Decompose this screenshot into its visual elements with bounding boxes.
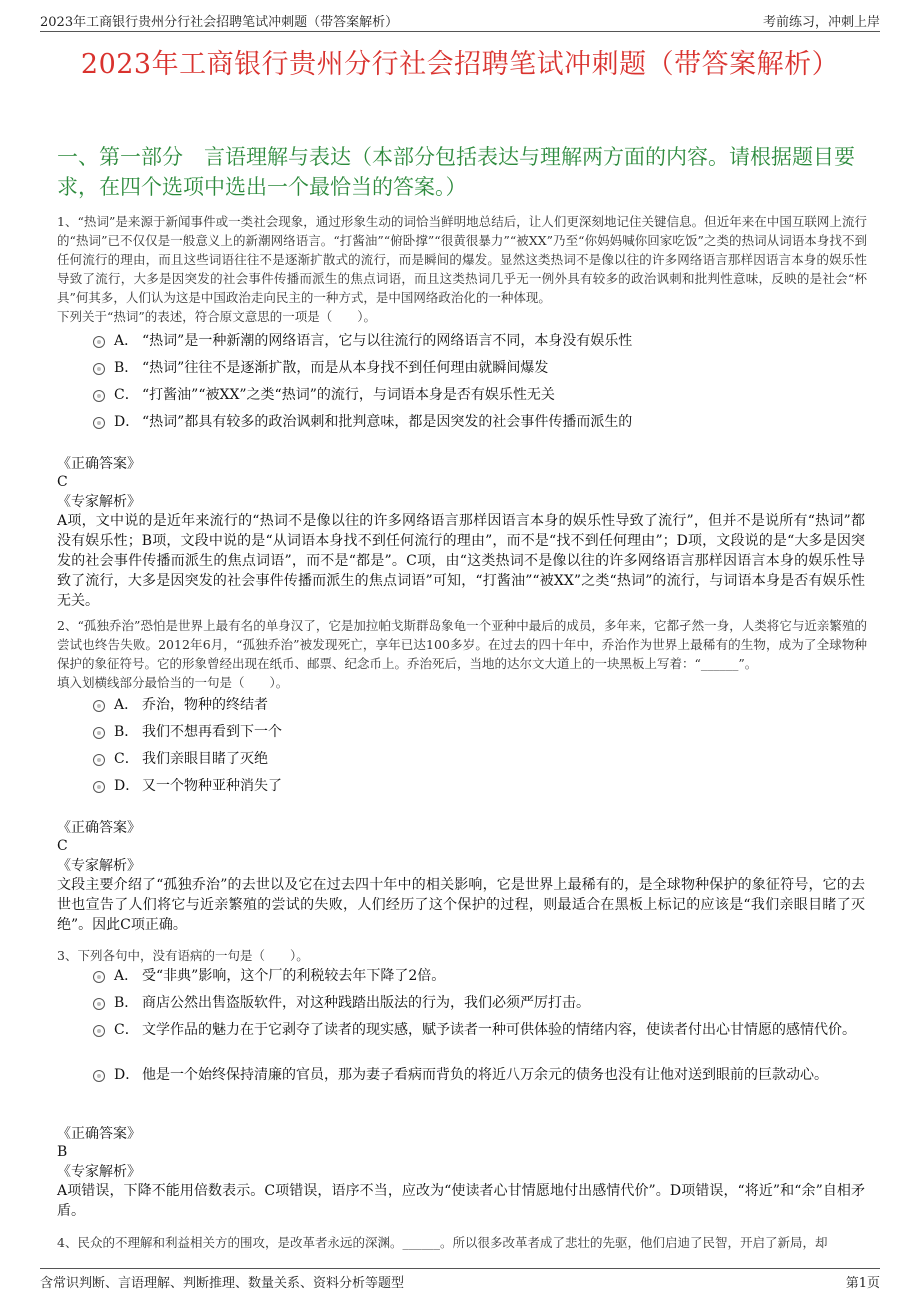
radio-button-icon[interactable]	[93, 1025, 105, 1037]
option-text: “打酱油”“被XX”之类“热词”的流行，与词语本身是否有娱乐性无关	[142, 387, 555, 403]
option-letter: A．	[114, 968, 139, 984]
question-2-option-d[interactable]	[93, 774, 863, 798]
radio-button-icon[interactable]	[93, 363, 105, 375]
page-title: 2023年工商银行贵州分行社会招聘笔试冲刺题（带答案解析）	[80, 49, 840, 80]
option-text: 乔治，物种的终结者	[142, 697, 268, 713]
option-text: 受“非典”影响，这个厂的利税较去年下降了2倍。	[142, 968, 446, 984]
question-4-stem	[57, 1233, 867, 1252]
option-letter: B．	[114, 724, 139, 740]
question-1-stem	[57, 212, 867, 326]
option-letter: A．	[114, 333, 139, 349]
page-header	[40, 0, 880, 32]
option-letter: B．	[114, 360, 139, 376]
radio-button-icon[interactable]	[93, 754, 105, 766]
page-footer	[40, 1268, 880, 1303]
question-stem-text: 2、“孤独乔治”恐怕是世界上最有名的单身汉了，它是加拉帕戈斯群岛象龟一个亚种中最后的成员，多年来，它都孑然一身，人类将它与近亲繁殖的尝试也终告失败。2012年6月，“孤独乔治”被发现死亡，享年已达100多岁。在过去的四十年中，乔治作为世界上最稀有的生物，成为了全球物种保护的象征符号。它的形象曾经出现在纸币、邮票、纪念币上。乔治死后，当地的达尔文大道上的一块黑板上写着：“______”。	[57, 618, 867, 671]
footer-topics: 含常识判断、言语理解、判断推理、数量关系、资料分析等题型	[40, 1276, 405, 1291]
option-text: 我们不想再看到下一个	[142, 724, 282, 740]
option-letter: D．	[114, 778, 140, 794]
option-letter: C．	[114, 387, 139, 403]
question-3-stem	[57, 946, 867, 965]
question-stem-text: 1、“热词”是来源于新闻事件或一类社会现象，通过形象生动的词恰当鲜明地总结后，让人们更深刻地记住关键信息。但近年来在中国互联网上流行的“热词”已不仅仅是一般意义上的新潮网络语言。“打酱油”“俯卧撑”“很黄很暴力”“被XX”乃至“你妈妈喊你回家吃饭”之类的热词从词语本身找不到任何流行的理由，而且这些词语往往不是逐渐扩散式的流行，而是瞬间的爆发。显然这类热词不是像以往的许多网络语言那样因语言本身的娱乐性导致了流行，大多是因突发的社会事件传播而派生的焦点词语，而且这类热词几乎无一例外具有较多的政治讽刺和批判性意味，反映的是社会“杯具”何其多，人们认为这是中国政治走向民主的一种方式，是中国网络政治化的一种体现。	[57, 214, 867, 305]
question-prompt: 填入划横线部分最恰当的一句是（ ）。	[57, 675, 289, 690]
option-letter: B．	[114, 995, 139, 1011]
radio-button-icon[interactable]	[93, 971, 105, 983]
header-slogan: 考前练习，冲刺上岸	[762, 15, 880, 30]
correct-answer-label: 《正确答案》	[57, 820, 141, 836]
correct-answer-label: 《正确答案》	[57, 456, 141, 472]
radio-button-icon[interactable]	[93, 390, 105, 402]
question-1-option-a[interactable]	[93, 329, 863, 353]
option-text: “热词”都具有较多的政治讽刺和批判意味，都是因突发的社会事件传播而派生的	[142, 414, 633, 430]
option-letter: A．	[114, 697, 139, 713]
correct-answer-value: C	[57, 474, 68, 490]
expert-analysis-text: A项错误，下降不能用倍数表示。C项错误，语序不当，应改为“使读者心甘情愿地付出感情代价”。D项错误，“将近”和“余”自相矛盾。	[57, 1183, 865, 1219]
question-prompt: 下列关于“热词”的表述，符合原文意思的一项是（ ）。	[57, 309, 377, 324]
question-2-option-b[interactable]	[93, 720, 863, 744]
question-1-option-b[interactable]	[93, 356, 863, 380]
option-text: “热词”往往不是逐渐扩散，而是从本身找不到任何理由就瞬间爆发	[142, 360, 549, 376]
option-text: 又一个物种亚种消失了	[142, 778, 282, 794]
expert-analysis-text: A项，文中说的是近年来流行的“热词不是像以往的许多网络语言那样因语言本身的娱乐性导致了流行”，但并不是说所有“热词”都没有娱乐性；B项，文段中说的是“从词语本身找不到任何流行的理由”，而不是“找不到任何理由”；D项，文段说的是“大多是因突发的社会事件传播而派生的焦点词语”，而不是“都是”。C项，由“这类热词不是像以往的许多网络语言那样因语言本身的娱乐性导致了流行，大多是因突发的社会事件传播而派生的焦点词语”可知，“打酱油”“被XX”之类“热词”的流行，与词语本身是否有娱乐性无关。	[57, 513, 865, 609]
question-3-option-d[interactable]	[93, 1063, 863, 1087]
question-3-option-a[interactable]	[93, 964, 863, 988]
page-number: 第1页	[845, 1276, 880, 1291]
radio-button-icon[interactable]	[93, 1070, 105, 1082]
option-letter: C．	[114, 751, 139, 767]
question-1-option-c[interactable]	[93, 383, 863, 407]
option-text: 商店公然出售盗版软件，对这种践踏出版法的行为，我们必须严厉打击。	[142, 995, 590, 1011]
radio-button-icon[interactable]	[93, 727, 105, 739]
question-3-option-c[interactable]	[93, 1018, 863, 1042]
question-1-option-d[interactable]	[93, 410, 863, 434]
option-letter: D．	[114, 1067, 140, 1083]
radio-button-icon[interactable]	[93, 781, 105, 793]
option-letter: C．	[114, 1022, 139, 1038]
question-2-stem	[57, 616, 867, 692]
expert-analysis-text: 文段主要介绍了“孤独乔治”的去世以及它在过去四十年中的相关影响，它是世界上最稀有的，是全球物种保护的象征符号，它的去世也宣告了人们将它与近亲繁殖的尝试的失败，人们经历了这个保护的过程，则最适合在黑板上标记的应该是“我们亲眼目睹了灭绝”。因此C项正确。	[57, 877, 865, 933]
option-text: 文学作品的魅力在于它剥夺了读者的现实感，赋予读者一种可供体验的情绪内容，使读者付出心甘情愿的感情代价。	[142, 1022, 856, 1038]
question-stem-text: 3、下列各句中，没有语病的一句是（ ）。	[57, 948, 309, 963]
question-stem-text: 4、民众的不理解和利益相关方的围攻，是改革者永远的深渊。______。所以很多改革者成了悲壮的先驱，他们启迪了民智，开启了新局，却	[57, 1235, 828, 1250]
header-doc-title: 2023年工商银行贵州分行社会招聘笔试冲刺题（带答案解析）	[40, 15, 399, 30]
expert-analysis-label: 《专家解析》	[57, 494, 141, 510]
question-2-option-c[interactable]	[93, 747, 863, 771]
correct-answer-value: B	[57, 1144, 68, 1160]
section-heading: 一、第一部分 言语理解与表达（本部分包括表达与理解两方面的内容。请根据题目要求，在四个选项中选出一个最恰当的答案。）	[57, 145, 855, 199]
correct-answer-label: 《正确答案》	[57, 1126, 141, 1142]
radio-button-icon[interactable]	[93, 336, 105, 348]
question-2-option-a[interactable]	[93, 693, 863, 717]
expert-analysis-label: 《专家解析》	[57, 1164, 141, 1180]
radio-button-icon[interactable]	[93, 700, 105, 712]
option-text: 我们亲眼目睹了灭绝	[142, 751, 268, 767]
expert-analysis-label: 《专家解析》	[57, 858, 141, 874]
question-3-option-b[interactable]	[93, 991, 863, 1015]
option-letter: D．	[114, 414, 140, 430]
radio-button-icon[interactable]	[93, 998, 105, 1010]
correct-answer-value: C	[57, 838, 68, 854]
option-text: 他是一个始终保持清廉的官员，那为妻子看病而背负的将近八万余元的债务也没有让他对送到眼前的巨款动心。	[142, 1067, 828, 1083]
radio-button-icon[interactable]	[93, 417, 105, 429]
option-text: “热词”是一种新潮的网络语言，它与以往流行的网络语言不同，本身没有娱乐性	[142, 333, 633, 349]
